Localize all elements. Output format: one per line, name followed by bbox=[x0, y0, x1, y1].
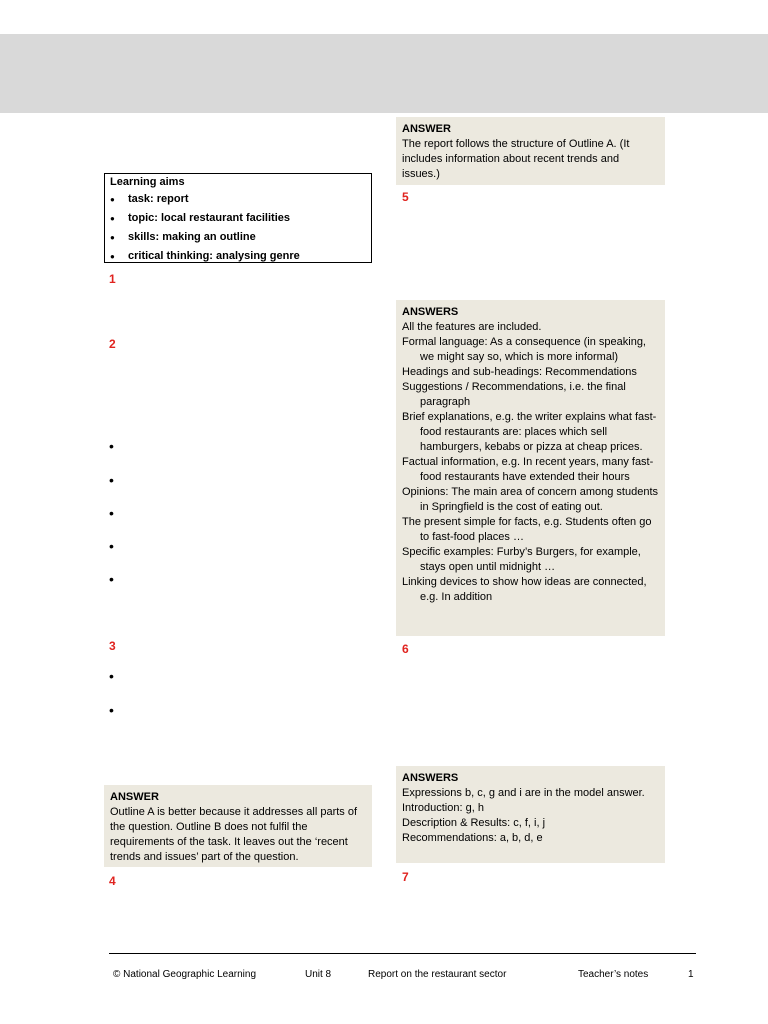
exercise-number-4: 4 bbox=[109, 874, 116, 888]
answer-line: Recommendations: a, b, d, e bbox=[402, 832, 543, 844]
answer-line: Specific examples: Furby’s Burgers, for example, stays open until midnight … bbox=[402, 546, 641, 573]
empty-bullet: • bbox=[109, 438, 114, 454]
answer-line: Description & Results: c, f, i, j bbox=[402, 817, 546, 829]
answer-5-text: The report follows the structure of Outline A. (It includes information about recent trends and issues.) bbox=[402, 138, 630, 180]
exercise-number-3: 3 bbox=[109, 639, 116, 653]
empty-bullet: • bbox=[109, 668, 114, 684]
answer-line: Introduction: g, h bbox=[402, 802, 484, 814]
learning-aim-item: ● topic: local restaurant facilities bbox=[110, 209, 366, 228]
header-band bbox=[0, 34, 768, 113]
learning-aims-title: Learning aims bbox=[110, 176, 185, 188]
learning-aims-list bbox=[110, 190, 366, 266]
empty-bullet: • bbox=[109, 538, 114, 554]
answer-box-7 bbox=[396, 766, 665, 863]
answer-line: Factual information, e.g. In recent years, many fast-food restaurants have extended their hours bbox=[402, 456, 654, 483]
footer-notes: Teacher’s notes bbox=[578, 969, 649, 980]
footer-copyright: © National Geographic Learning bbox=[113, 969, 257, 980]
exercise-number-7: 7 bbox=[402, 870, 409, 884]
answer-line: Expressions b, c, g and i are in the model answer. bbox=[402, 787, 645, 799]
footer-rule bbox=[109, 953, 696, 954]
answer-line: Headings and sub-headings: Recommendations bbox=[402, 366, 637, 378]
exercise-number-1: 1 bbox=[109, 272, 116, 286]
learning-aim-item: ● skills: making an outline bbox=[110, 228, 366, 247]
answer-line: Linking devices to show how ideas are connected, e.g. In addition bbox=[402, 576, 647, 603]
learning-aims-box bbox=[104, 173, 372, 263]
exercise-number-5: 5 bbox=[402, 190, 409, 204]
empty-bullet: • bbox=[109, 505, 114, 521]
footer-page-number: 1 bbox=[688, 969, 694, 980]
answer-box-6 bbox=[396, 300, 665, 636]
empty-bullet: • bbox=[109, 472, 114, 488]
answer-line: Suggestions / Recommendations, i.e. the final paragraph bbox=[402, 381, 626, 408]
learning-aim-item: ● critical thinking: analysing genre bbox=[110, 247, 366, 266]
answer-box-4 bbox=[104, 785, 372, 867]
exercise-number-2: 2 bbox=[109, 337, 116, 351]
answer-box-5 bbox=[396, 117, 665, 185]
learning-aim-item: ● task: report bbox=[110, 190, 366, 209]
answer-line: The present simple for facts, e.g. Students often go to fast-food places … bbox=[402, 516, 652, 543]
answer-line: Formal language: As a consequence (in speaking, we might say so, which is more informal) bbox=[402, 336, 646, 363]
answers-7-title: ANSWERS bbox=[402, 772, 459, 784]
footer-title: Report on the restaurant sector bbox=[368, 969, 507, 980]
answer-4-text: Outline A is better because it addresses all parts of the question. Outline B does not fulfil the requirements of the task. It leaves out the ‘recent trends and issues’ part of the question. bbox=[110, 806, 358, 863]
empty-bullet: • bbox=[109, 702, 114, 718]
answer-line: Opinions: The main area of concern among students in Springfield is the cost of eating out. bbox=[402, 486, 659, 513]
answers-6-title: ANSWERS bbox=[402, 306, 459, 318]
exercise-number-6: 6 bbox=[402, 642, 409, 656]
empty-bullet: • bbox=[109, 571, 114, 587]
answer-line: Brief explanations, e.g. the writer explains what fast-food restaurants are: places which sell hamburgers, kebabs or pizza at cheap prices. bbox=[402, 411, 657, 453]
footer-unit: Unit 8 bbox=[305, 969, 332, 980]
answer-5-title: ANSWER bbox=[402, 123, 451, 135]
answer-line: All the features are included. bbox=[402, 321, 542, 333]
answer-4-title: ANSWER bbox=[110, 791, 159, 803]
